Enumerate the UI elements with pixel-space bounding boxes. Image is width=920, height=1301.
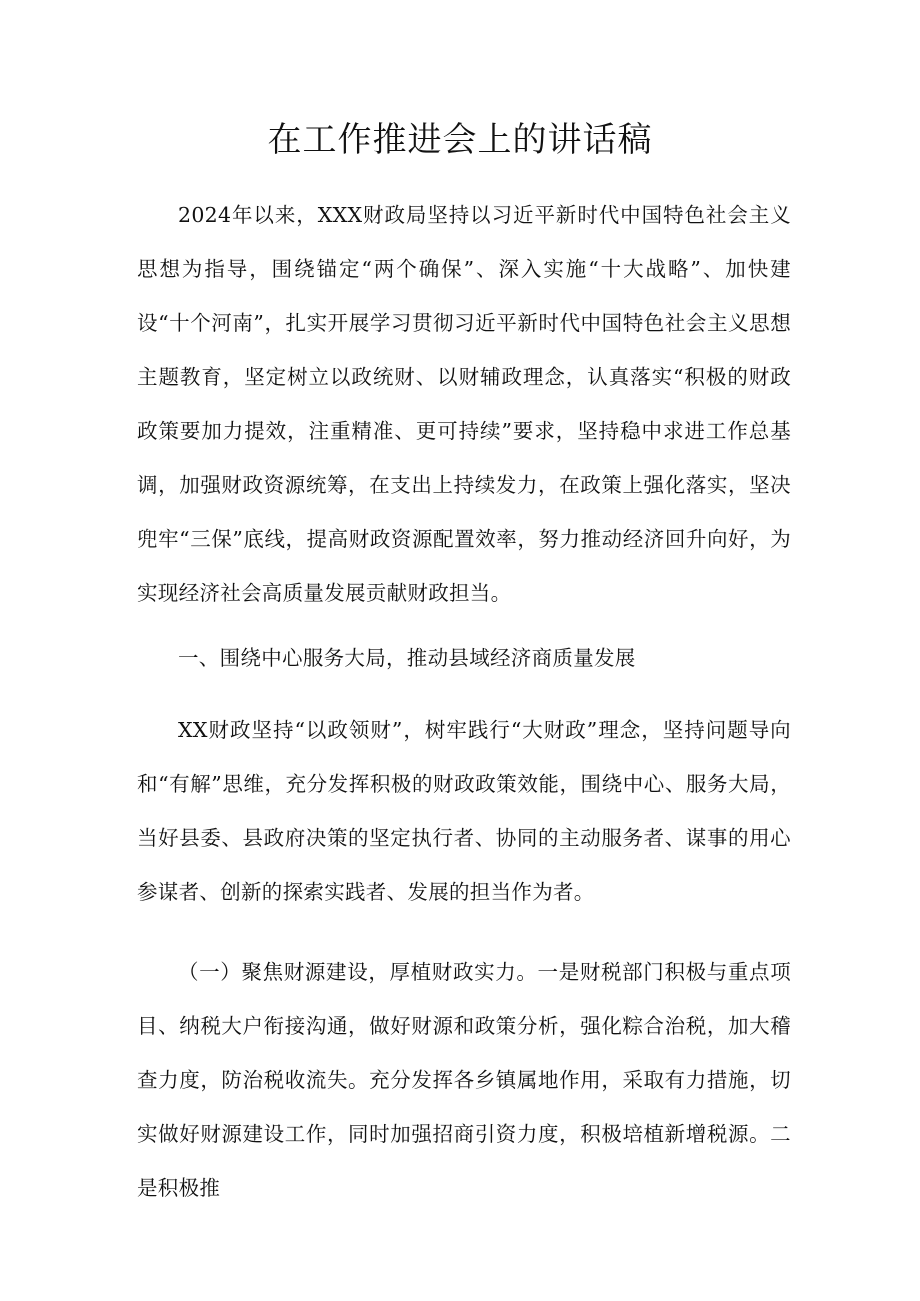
section-heading: 一、围绕中心服务大局，推动县域经济商质量发展: [178, 646, 636, 670]
subsection-paragraph: （一）聚焦财源建设，厚植财政实力。一是财税部门积极与重点项目、纳税大户衔接沟通，做好财源和政策分析，强化粽合治税，加大稽查力度，防治税收流失。充分发挥各乡镇属地作用，采取有力措施，切实做好财源建设工作，同时加强招商引资力度，积极培植新增税源。二是积极推: [137, 960, 791, 1200]
section-paragraph: XX财政坚持“以政领财”，树牢践行“大财政”理念，坚持问题导向和“有解”思维，充分发挥积极的财政政策效能，围绕中心、服务大局，当好县委、县政府决策的坚定执行者、协同的主动服务者、谋事的用心参谋者、创新的探索实践者、发展的担当作为者。: [137, 718, 791, 904]
document-title: 在工作推进会上的讲话稿: [267, 120, 653, 160]
intro-paragraph: 2024年以来，XXX财政局坚持以习近平新时代中国特色社会主义思想为指导，围绕锚定“两个确保”、深入实施“十大战略”、加快建设“十个河南”，扎实开展学习贯彻习近平新时代中国特色社会主义思想主题教育，坚定树立以政统财、以财辅政理念，认真落实“积极的财政政策要加力提效，注重精准、更可持续”要求，坚持稳中求进工作总基调，加强财政资源统筹，在支出上持续发力，在政策上强化落实，坚决兜牢“三保”底线，提高财政资源配置效率，努力推动经济回升向好，为实现经济社会高质量发展贡献财政担当。: [137, 203, 791, 605]
